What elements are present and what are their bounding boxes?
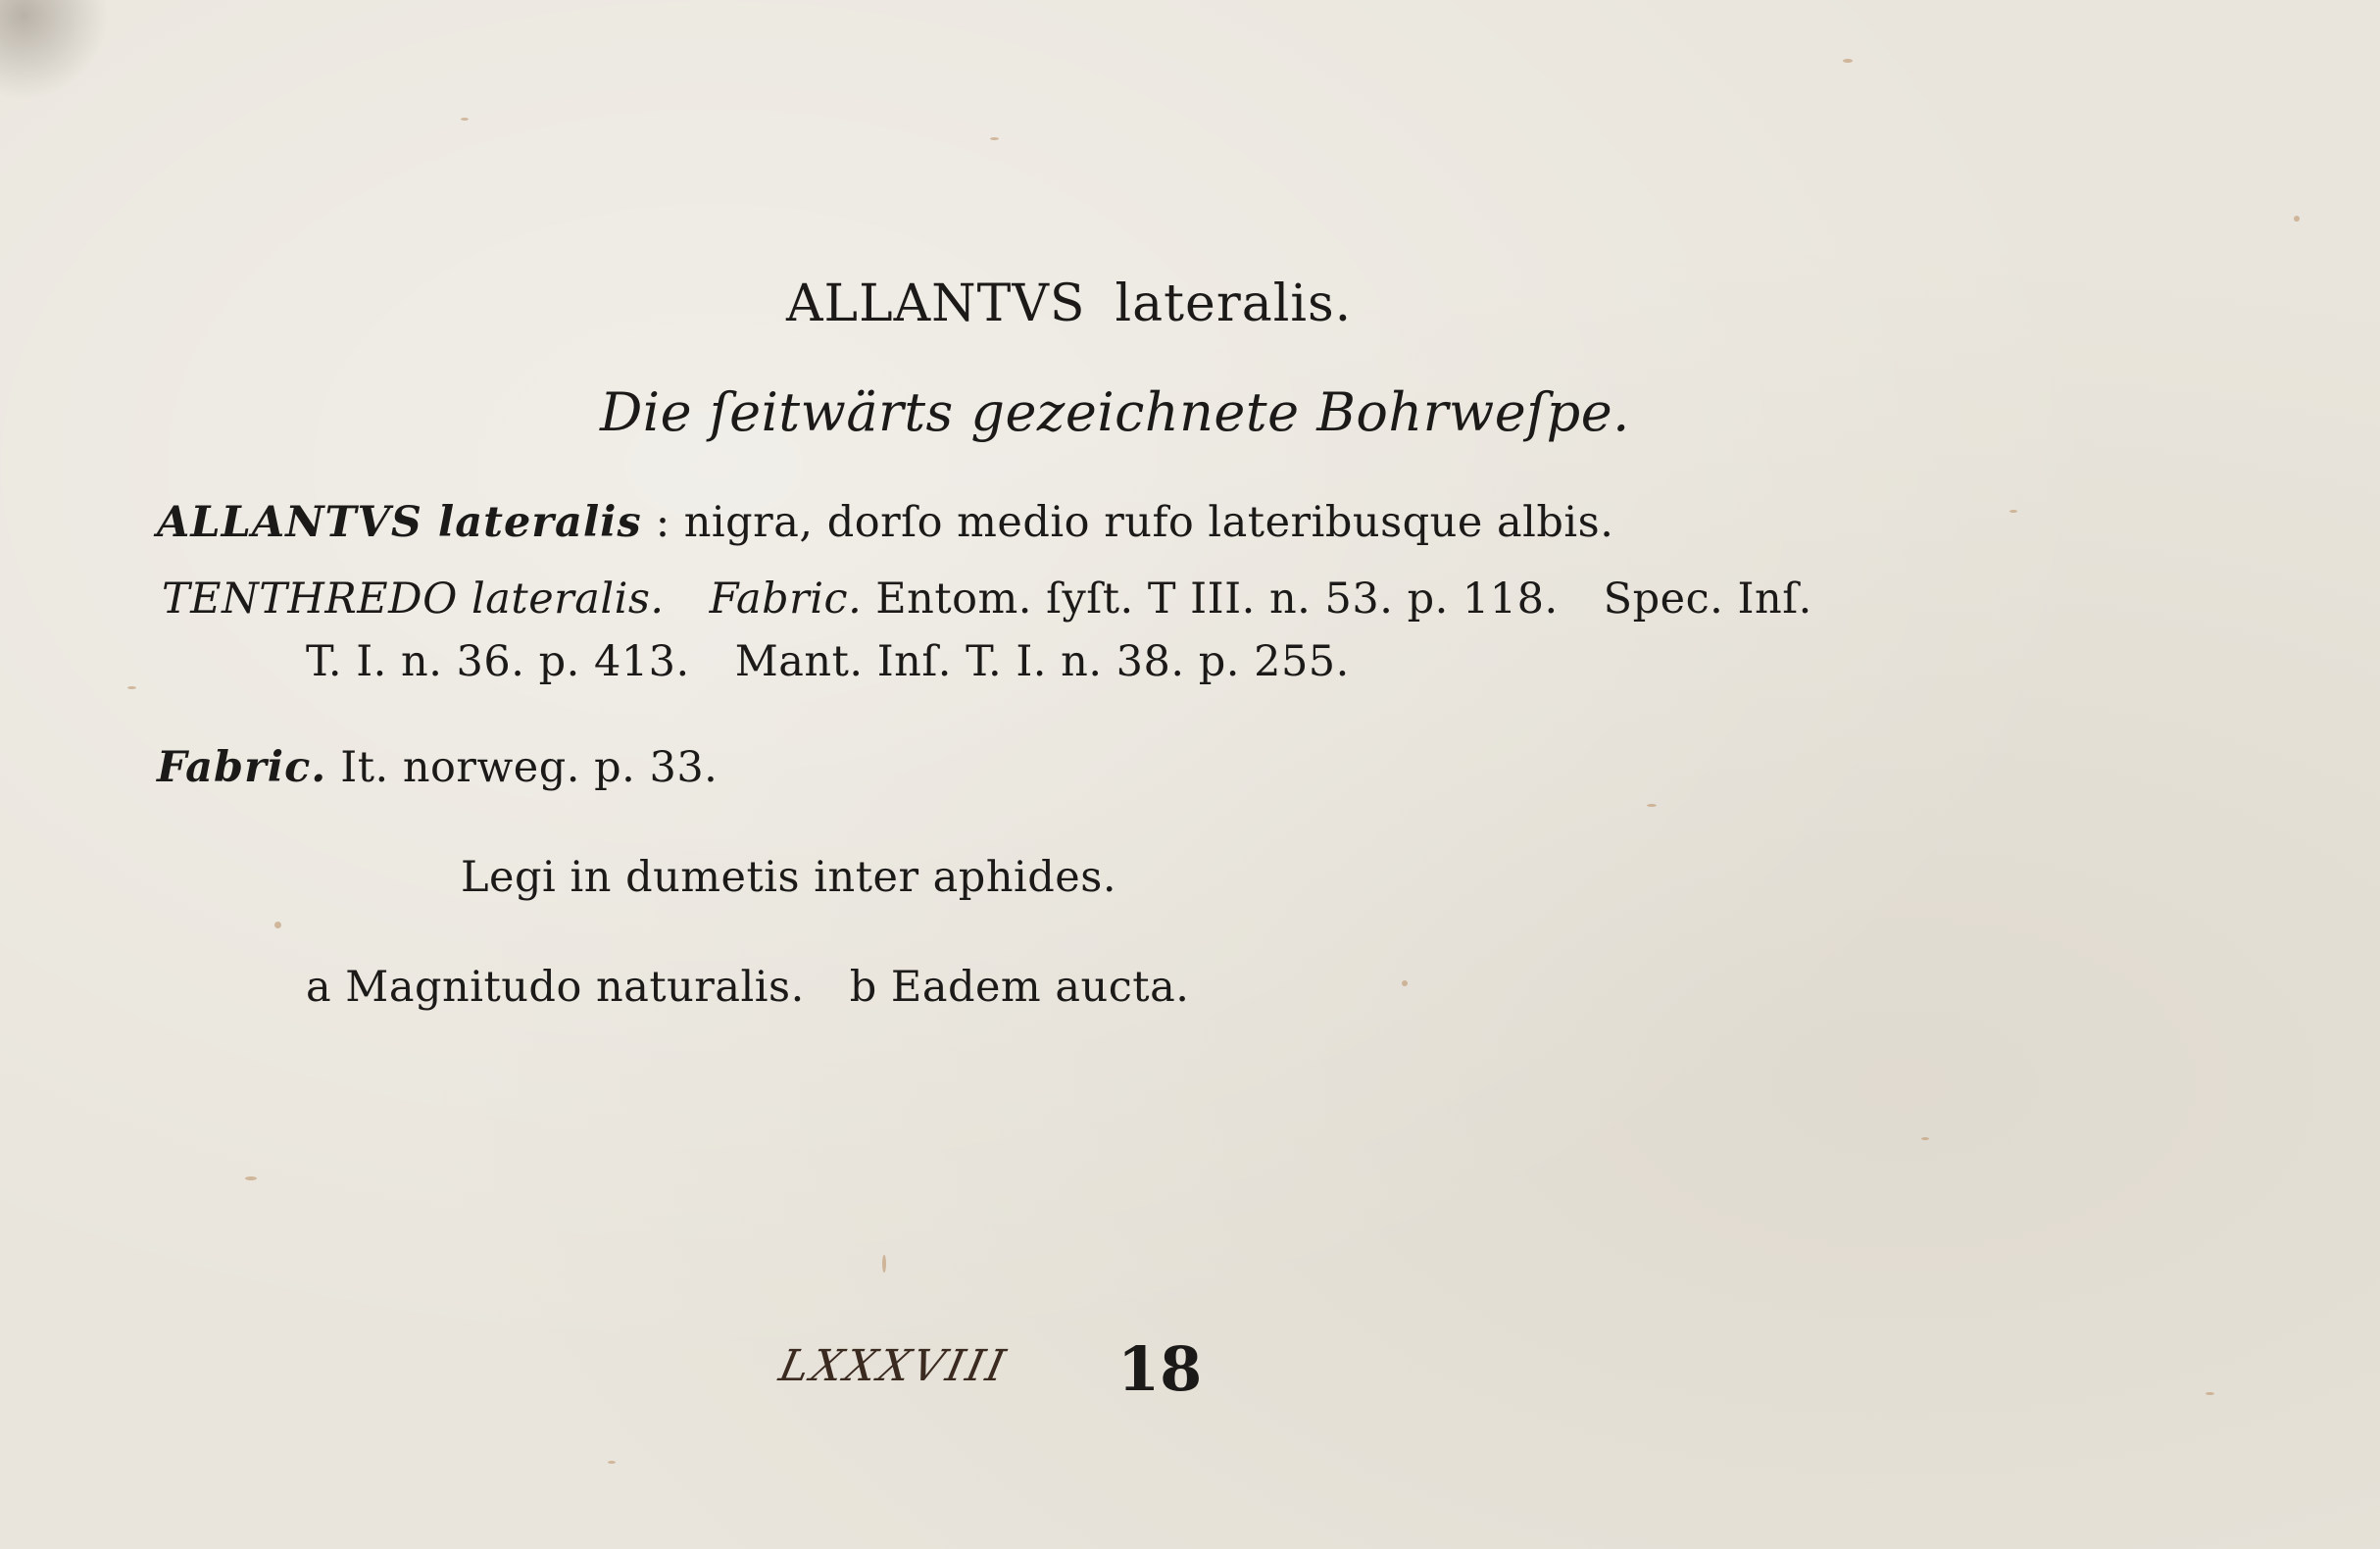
- fabric-text: It. norweg. p. 33.: [340, 743, 719, 792]
- title-species: lateralis.: [1115, 275, 1353, 333]
- german-subtitle: Die ſeitwärts gezeichnete Bohrweſpe.: [600, 381, 1630, 443]
- paper-speck: [990, 137, 999, 140]
- habitat-note: Legi in dumetis inter aphides.: [461, 853, 1116, 902]
- synonym-author: Fabric.: [709, 575, 863, 624]
- caption-a: a Magnitudo naturalis.: [306, 963, 805, 1012]
- figure-caption: [306, 963, 1190, 1012]
- synonym-ref-spec: Spec. Inſ.: [1603, 575, 1812, 624]
- diagnosis-text: nigra, dorſo medio rufo lateribusque albis.: [683, 498, 1614, 547]
- synonym-ref-mant: Mant. Inſ. T. I. n. 38. p. 255.: [734, 637, 1350, 686]
- plate-number: 18: [1117, 1333, 1203, 1405]
- paper-speck: [2294, 216, 2300, 222]
- fabric-author: Fabric.: [157, 743, 327, 792]
- fabric-reference: [157, 743, 719, 792]
- synonym-ref-spec-vol: T. I. n. 36. p. 413.: [306, 637, 690, 686]
- handwritten-plate-note: LXXXVIII: [774, 1341, 1013, 1391]
- caption-b: b Eadem aucta.: [849, 963, 1190, 1012]
- synonym-ref-entom: Entom. ſyſt. T III. n. 53. p. 118.: [875, 575, 1559, 624]
- paper-speck: [608, 1461, 616, 1464]
- paper-speck: [245, 1176, 257, 1180]
- paper-speck: [2009, 510, 2017, 513]
- title-genus: ALLANTVS: [786, 275, 1086, 333]
- paper-speck: [882, 1255, 886, 1273]
- diagnosis-colon: :: [655, 498, 670, 547]
- paper-speck: [2206, 1392, 2214, 1395]
- synonym-line: [162, 575, 1812, 624]
- diagnosis-name: ALLANTVS lateralis: [157, 498, 642, 547]
- paper-speck: [127, 686, 136, 689]
- paper-speck: [1843, 59, 1853, 63]
- species-title: [786, 275, 1353, 333]
- paper-speck: [274, 922, 281, 928]
- diagnosis-line: [157, 498, 1614, 547]
- synonym-name: TENTHREDO lateralis.: [162, 575, 665, 624]
- paper-speck: [1402, 980, 1408, 986]
- synonym-continuation: [306, 637, 1350, 686]
- paper-speck: [1921, 1137, 1929, 1140]
- paper-speck: [461, 118, 469, 121]
- paper-speck: [1647, 804, 1657, 807]
